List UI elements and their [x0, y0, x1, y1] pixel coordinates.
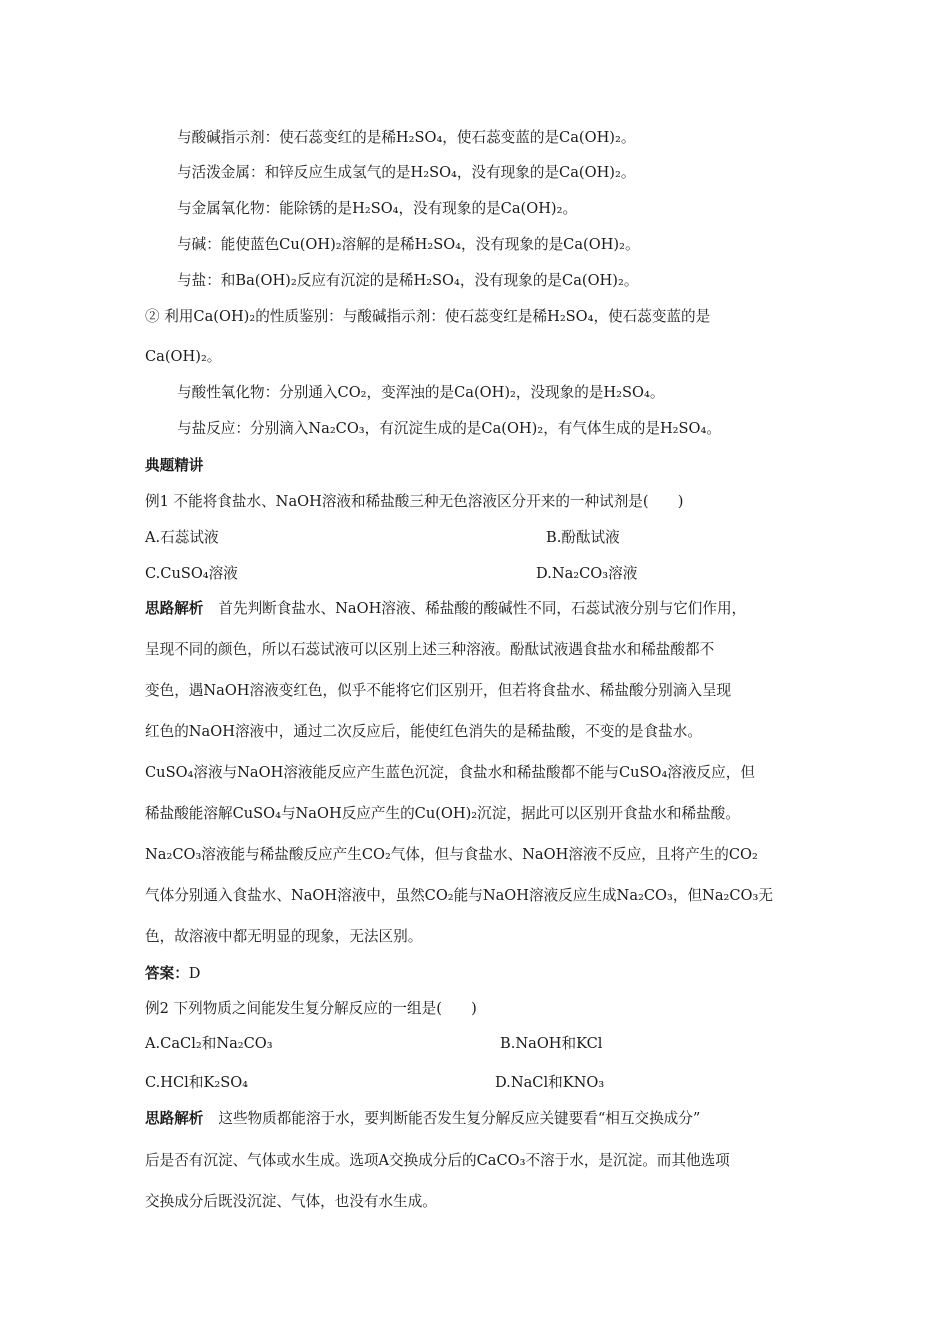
- section-heading: 典题精讲: [145, 457, 204, 474]
- indicator-method-line: 与酸碱指示剂：使石蕊变红的是稀H₂SO₄，使石蕊变蓝的是Ca(OH)₂。: [177, 129, 636, 146]
- example1-analysis-line: Na₂CO₃溶液能与稀盐酸反应产生CO₂气体，但与食盐水、NaOH溶液不反应，且将产生的CO₂: [145, 846, 758, 863]
- example1-analysis-line: CuSO₄溶液与NaOH溶液能反应产生蓝色沉淀，食盐水和稀盐酸都不能与CuSO₄溶液反应，但: [145, 764, 755, 781]
- example2-analysis-label: 思路解析: [145, 1110, 204, 1127]
- salt-reaction-method-line: 与盐反应：分别滴入Na₂CO₃，有沉淀生成的是Ca(OH)₂，有气体生成的是H₂SO₄。: [177, 420, 721, 437]
- active-metal-method-line: 与活泼金属：和锌反应生成氢气的是H₂SO₄，没有现象的是Ca(OH)₂。: [177, 164, 636, 181]
- example2-option-c: C.HCl和K₂SO₄: [145, 1074, 249, 1091]
- example1-answer: [145, 963, 201, 985]
- example1-answer-value: D: [188, 965, 201, 982]
- example1-option-b: B.酚酞试液: [546, 529, 620, 546]
- example2-analysis-line: 后是否有沉淀、气体或水生成。选项A交换成分后的CaCO₃不溶于水，是沉淀。而其他选项: [145, 1152, 730, 1169]
- example2-option-b: B.NaOH和KCl: [500, 1035, 603, 1052]
- example1-analysis-label: 思路解析: [145, 600, 204, 617]
- metal-oxide-method-line: 与金属氧化物：能除锈的是H₂SO₄，没有现象的是Ca(OH)₂。: [177, 200, 578, 217]
- example1-analysis-line: 稀盐酸能溶解CuSO₄与NaOH反应产生的Cu(OH)₂沉淀，据此可以区别开食盐水和稀盐酸。: [145, 805, 740, 822]
- example1-analysis-line: 色，故溶液中都无明显的现象，无法区别。: [145, 928, 423, 945]
- example2-analysis-first-line: [145, 1108, 700, 1130]
- example1-analysis-line: 呈现不同的颜色，所以石蕊试液可以区别上述三种溶液。酚酞试液遇食盐水和稀盐酸都不: [145, 641, 715, 658]
- example2-option-a: A.CaCl₂和Na₂CO₃: [145, 1035, 273, 1052]
- example1-analysis-line: 变色，遇NaOH溶液变红色，似乎不能将它们区别开，但若将食盐水、稀盐酸分别滴入呈现: [145, 682, 732, 699]
- example1-option-d: D.Na₂CO₃溶液: [536, 565, 638, 582]
- example1-analysis-line: 红色的NaOH溶液中，通过二次反应后，能使红色消失的是稀盐酸，不变的是食盐水。: [145, 723, 702, 740]
- caoh2-method-line: ② 利用Ca(OH)₂的性质鉴别：与酸碱指示剂：使石蕊变红是稀H₂SO₄，使石蕊变蓝的是: [145, 308, 711, 325]
- acid-oxide-method-line: 与酸性氧化物：分别通入CO₂，变浑浊的是Ca(OH)₂，没现象的是H₂SO₄。: [177, 384, 665, 401]
- example1-analysis-line: 气体分别通入食盐水、NaOH溶液中，虽然CO₂能与NaOH溶液反应生成Na₂CO₃，但Na₂CO₃无: [145, 887, 773, 904]
- example1-analysis-first-line: [145, 598, 746, 620]
- example1-answer-label: 答案：: [145, 965, 189, 982]
- base-method-line: 与碱：能使蓝色Cu(OH)₂溶解的是稀H₂SO₄，没有现象的是Ca(OH)₂。: [177, 236, 640, 253]
- example1-question: 例1 不能将食盐水、NaOH溶液和稀盐酸三种无色溶液区分开来的一种试剂是( ): [145, 493, 684, 510]
- example2-option-d: D.NaCl和KNO₃: [495, 1074, 605, 1091]
- example2-analysis-text: 这些物质都能溶于水，要判断能否发生复分解反应关键要看“相互交换成分”: [218, 1110, 701, 1127]
- example2-question: 例2 下列物质之间能发生复分解反应的一组是( ): [145, 1000, 477, 1017]
- example2-analysis-line: 交换成分后既没沉淀、气体，也没有水生成。: [145, 1193, 437, 1210]
- example1-option-a: A.石蕊试液: [145, 529, 219, 546]
- caoh2-method-line-cont: Ca(OH)₂。: [145, 348, 222, 365]
- salt-method-line: 与盐：和Ba(OH)₂反应有沉淀的是稀H₂SO₄，没有现象的是Ca(OH)₂。: [177, 272, 639, 289]
- example1-analysis-text: 首先判断食盐水、NaOH溶液、稀盐酸的酸碱性不同，石蕊试液分别与它们作用，: [218, 600, 747, 617]
- example1-option-c: C.CuSO₄溶液: [145, 565, 238, 582]
